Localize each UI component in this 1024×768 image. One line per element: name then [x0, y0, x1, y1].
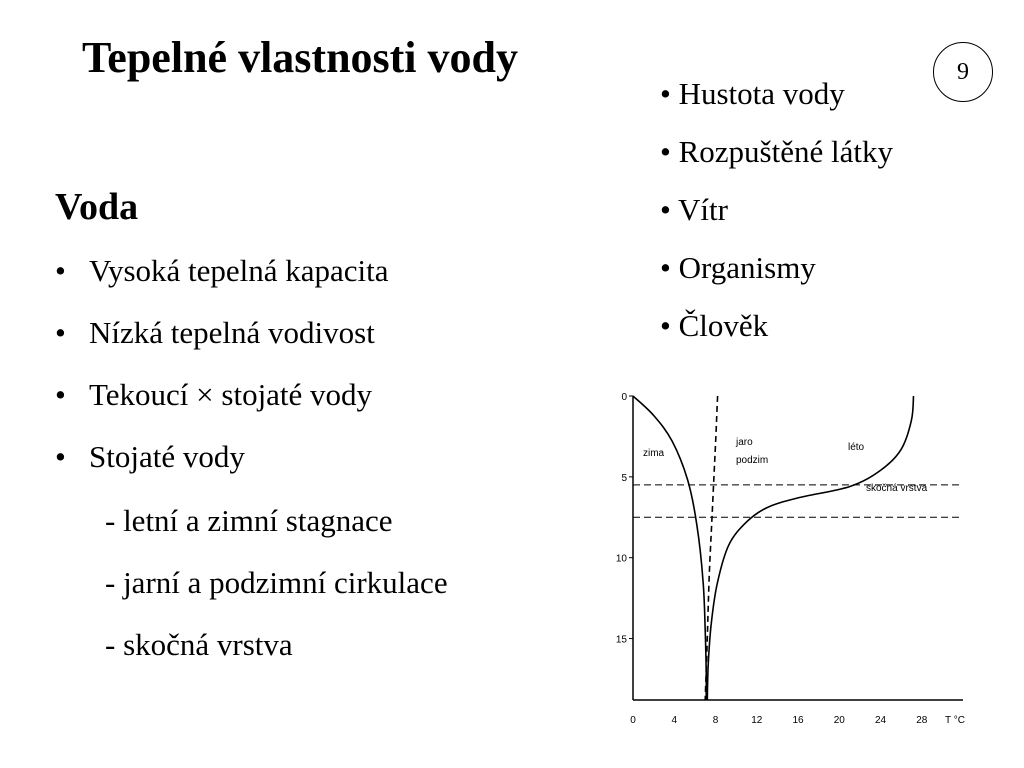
properties-list — [55, 250, 389, 498]
list-item: • Vítr — [660, 192, 728, 227]
sub-list-item: - letní a zimní stagnace — [105, 503, 393, 538]
sub-list-item: - skočná vrstva — [105, 627, 293, 662]
list-item: • Hustota vody — [660, 76, 845, 111]
x-tick-label: 16 — [792, 715, 804, 726]
list-item: • Nízká tepelná vodivost — [55, 315, 375, 350]
y-tick-label: 0 — [621, 392, 627, 403]
series-1-line — [633, 396, 706, 700]
annotation-jaro: jaro — [736, 437, 753, 448]
list-item: • Tekoucí × stojaté vody — [55, 377, 373, 412]
section-heading: Voda — [55, 186, 139, 228]
y-tick-label: 5 — [621, 472, 627, 484]
annotation-leto: léto — [848, 442, 865, 453]
series-2-line — [705, 396, 717, 700]
slide-title: Tepelné vlastnosti vody — [82, 33, 519, 82]
x-tick-label: 8 — [712, 715, 719, 726]
list-item: • Rozpuštěné látky — [660, 134, 893, 169]
annotation-zima: zima — [643, 448, 665, 459]
x-unit-label: T °C — [945, 715, 965, 726]
list-item: • Vysoká tepelná kapacita — [55, 253, 389, 288]
x-tick-label: 12 — [751, 715, 763, 726]
page-number-badge: 9 — [933, 42, 993, 102]
y-tick-label: 15 — [615, 634, 627, 646]
sub-list-item: - jarní a podzimní cirkulace — [105, 565, 448, 600]
x-tick-label: 20 — [833, 715, 845, 726]
annotation-skocna-vrstva: skočná vrstva — [866, 483, 928, 494]
x-tick-label: 24 — [874, 715, 887, 726]
annotation-podzim: podzim — [736, 455, 769, 466]
factors-list — [660, 73, 893, 363]
y-tick-label: 10 — [615, 553, 627, 565]
list-item: • Stojaté vody — [55, 439, 245, 474]
x-tick-label: 28 — [916, 715, 928, 726]
x-tick-label: 0 — [630, 715, 636, 726]
list-item: • Organismy — [660, 250, 816, 285]
temperature-depth-chart — [600, 378, 980, 743]
stagnation-sublist — [105, 500, 448, 686]
x-tick-label: 4 — [671, 715, 678, 726]
list-item: • Člověk — [660, 308, 769, 343]
